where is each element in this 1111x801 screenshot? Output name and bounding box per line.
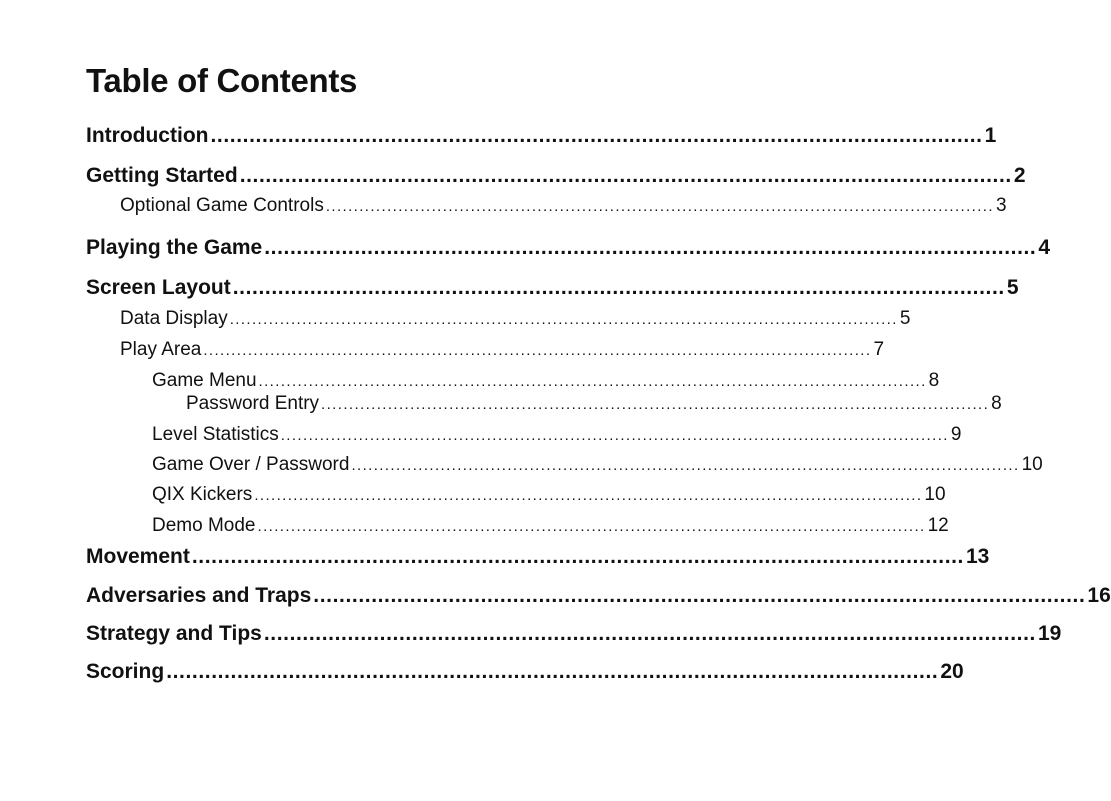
- toc-entry-page: 5: [899, 308, 911, 329]
- toc-entry-page: 10: [1021, 454, 1043, 475]
- toc-entry-page: 8: [991, 393, 1002, 414]
- toc-leader-dots: ........................................................................................................................: [239, 164, 1012, 187]
- toc-entry: [186, 393, 1002, 415]
- toc-leader-dots: ........................................................................................................................: [191, 545, 964, 568]
- toc-entry: [86, 584, 1111, 608]
- toc-leader-dots: ........................................................................................................................: [257, 518, 926, 535]
- toc-entry-page: 9: [950, 424, 962, 445]
- toc-entry: [86, 622, 1062, 646]
- toc-leader-dots: ........................................................................................................................: [232, 276, 1005, 299]
- toc-entry-label: Password Entry: [186, 393, 320, 414]
- toc-entry-label: Level Statistics: [152, 424, 279, 445]
- toc-leader-dots: ........................................................................................................................: [166, 660, 939, 683]
- toc-entry-label: Adversaries and Traps: [86, 584, 312, 607]
- page-title: Table of Contents: [86, 62, 358, 99]
- toc-entry: [152, 370, 940, 392]
- toc-leader-dots: ........................................................................................................................: [321, 396, 990, 413]
- toc-entry-label: Scoring: [86, 660, 165, 683]
- toc-entry: [86, 164, 1026, 188]
- toc-entry-label: Data Display: [120, 308, 228, 329]
- toc-entry-label: Screen Layout: [86, 276, 231, 299]
- toc-entry-label: Game Menu: [152, 370, 257, 391]
- toc-entry-page: 4: [1038, 236, 1051, 259]
- toc-entry-label: Play Area: [120, 339, 202, 360]
- toc-entry: [152, 484, 946, 506]
- toc-leader-dots: ........................................................................................................................: [264, 236, 1037, 259]
- toc-entry-page: 3: [995, 195, 1007, 216]
- toc-entry-page: 8: [928, 370, 940, 391]
- toc-entry: [120, 195, 1007, 217]
- toc-entry-label: Strategy and Tips: [86, 622, 262, 645]
- toc-entry: [152, 424, 962, 446]
- toc-entry: [152, 515, 949, 537]
- toc-leader-dots: ........................................................................................................................: [254, 487, 923, 504]
- toc-entry: [120, 308, 911, 330]
- toc-entry-label: Introduction: [86, 124, 209, 147]
- toc-entry-label: Game Over / Password: [152, 454, 350, 475]
- toc-entry-page: 19: [1037, 622, 1062, 645]
- toc-entry-page: 10: [924, 484, 946, 505]
- toc-entry-label: Movement: [86, 545, 190, 568]
- toc-entry: [86, 276, 1019, 300]
- toc-entry-page: 20: [940, 660, 964, 683]
- toc-entry-label: Getting Started: [86, 164, 238, 187]
- toc-leader-dots: ........................................................................................................................: [313, 584, 1086, 607]
- toc-entry: [86, 545, 990, 569]
- toc-leader-dots: ........................................................................................................................: [210, 124, 983, 147]
- toc-leader-dots: ........................................................................................................................: [263, 622, 1036, 645]
- toc-entry-label: Optional Game Controls: [120, 195, 324, 216]
- toc-leader-dots: ........................................................................................................................: [325, 198, 994, 215]
- toc-entry: [120, 339, 885, 361]
- toc-entry: [86, 660, 964, 684]
- toc-leader-dots: ........................................................................................................................: [258, 373, 927, 390]
- toc-leader-dots: ........................................................................................................................: [280, 427, 949, 444]
- toc-entry-page: 7: [873, 339, 885, 360]
- toc-entry: [86, 236, 1051, 260]
- toc-leader-dots: ........................................................................................................................: [203, 342, 872, 359]
- toc-entry-label: Playing the Game: [86, 236, 263, 259]
- toc-leader-dots: ........................................................................................................................: [351, 457, 1020, 474]
- toc-leader-dots: ........................................................................................................................: [229, 311, 898, 328]
- toc-entry: [152, 454, 1043, 476]
- toc-entry-page: 16: [1087, 584, 1111, 607]
- toc-entry-page: 2: [1013, 164, 1026, 187]
- toc-entry: [86, 124, 997, 148]
- toc-entry-page: 5: [1006, 276, 1019, 299]
- toc-entry-label: QIX Kickers: [152, 484, 253, 505]
- toc-entry-page: 13: [966, 545, 990, 568]
- toc-entry-page: 1: [984, 124, 997, 147]
- toc-entry-label: Demo Mode: [152, 515, 256, 536]
- toc-entry-page: 12: [927, 515, 949, 536]
